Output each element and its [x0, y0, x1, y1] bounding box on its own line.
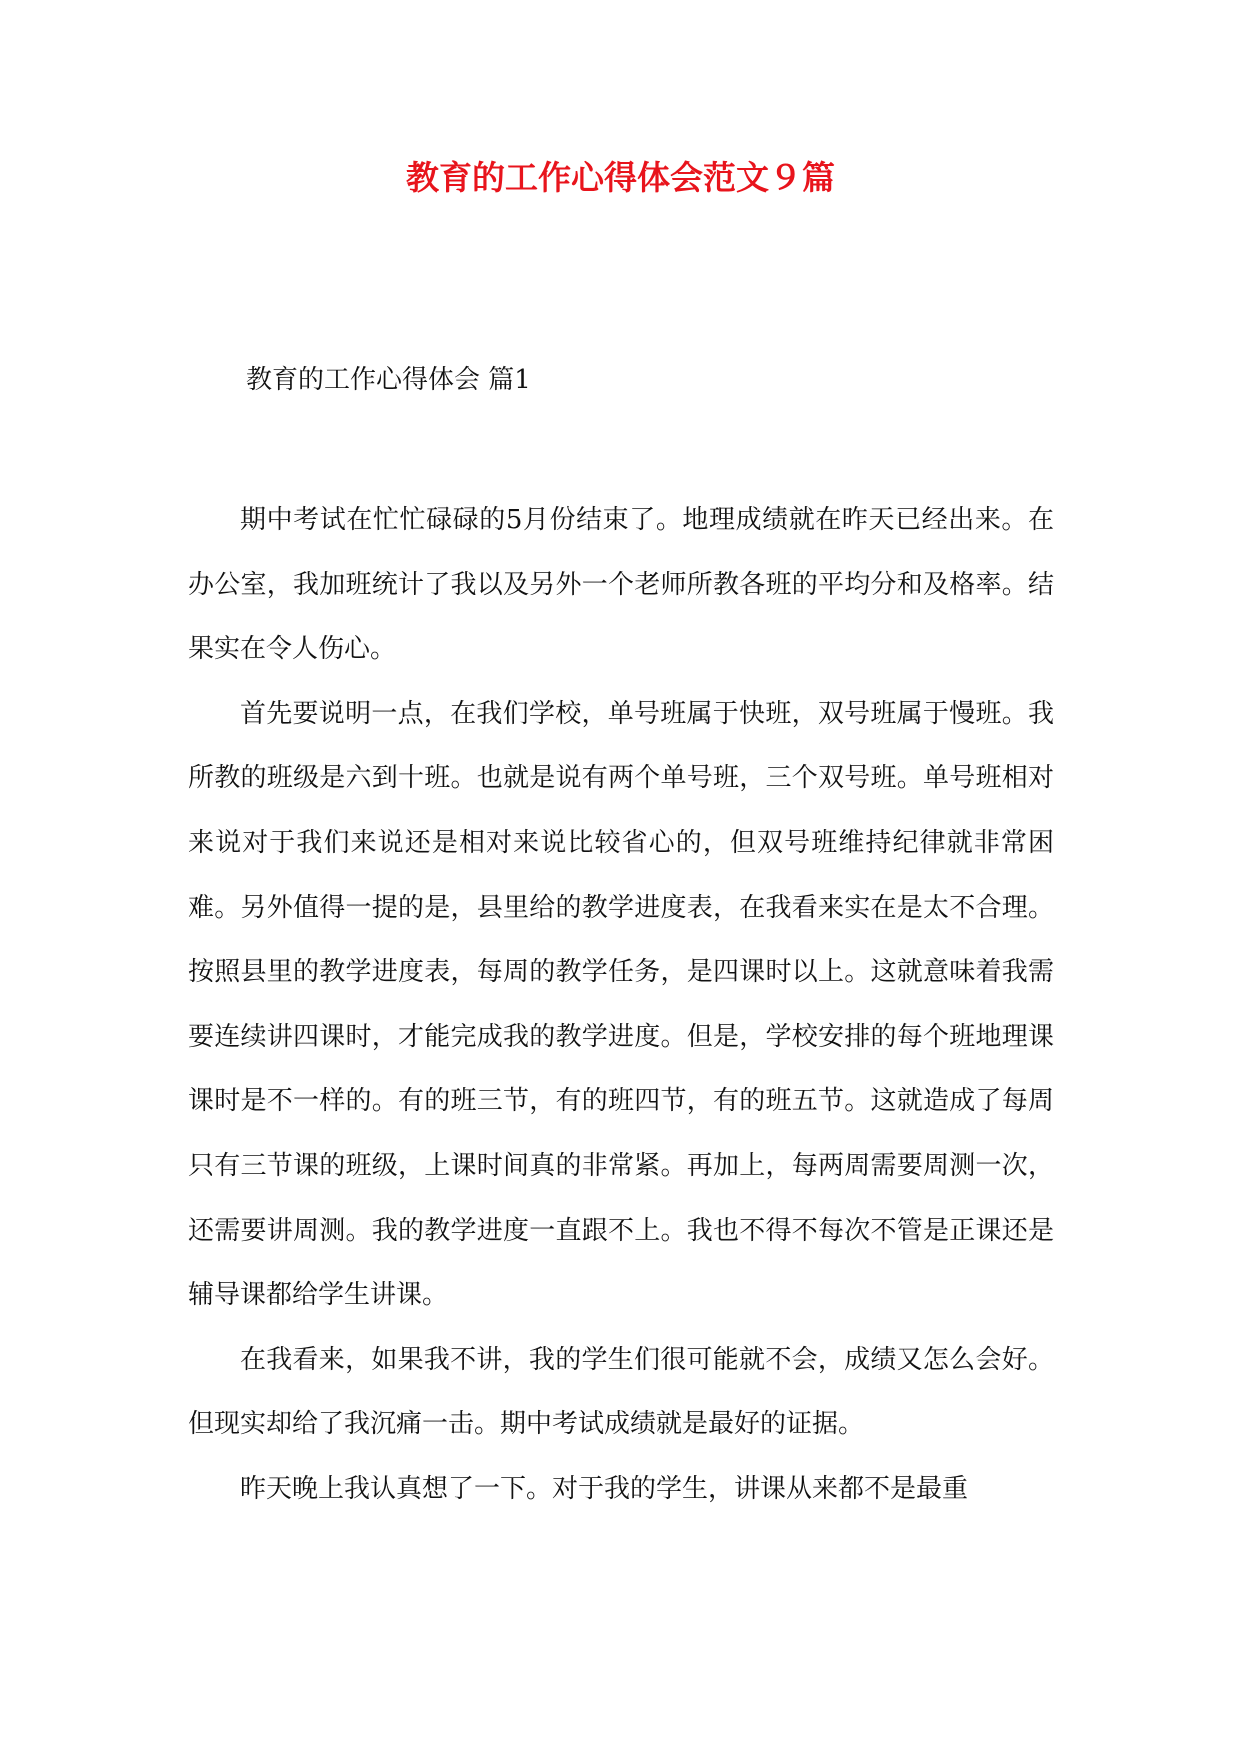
- section-heading: 教育的工作心得体会 篇1: [246, 365, 531, 395]
- document-title: 教育的工作心得体会范文９篇: [406, 158, 835, 197]
- body-text: [188, 488, 1054, 1522]
- paragraph: 在我看来，如果我不讲，我的学生们很可能就不会，成绩又怎么会好。但现实却给了我沉痛一击。期中考试成绩就是最好的证据。: [188, 1344, 1054, 1440]
- paragraph: 首先要说明一点，在我们学校，单号班属于快班，双号班属于慢班。我所教的班级是六到十班。也就是说有两个单号班，三个双号班。单号班相对来说对于我们来说还是相对来说比较省心的，但双号班维持纪律就非常困难。另外值得一提的是，县里给的教学进度表，在我看来实在是太不合理。按照县里的教学进度表，每周的教学任务，是四课时以上。这就意味着我需要连续讲四课时，才能完成我的教学进度。但是，学校安排的每个班地理课课时是不一样的。有的班三节，有的班四节，有的班五节。这就造成了每周只有三节课的班级，上课时间真的非常紧。再加上，每两周需要周测一次，还需要讲周测。我的教学进度一直跟不上。我也不得不每次不管是正课还是辅导课都给学生讲课。: [188, 698, 1054, 1311]
- paragraph: 期中考试在忙忙碌碌的5月份结束了。地理成绩就在昨天已经出来。在办公室，我加班统计了我以及另外一个老师所教各班的平均分和及格率。结果实在令人伤心。: [188, 505, 1054, 665]
- paragraph: 昨天晚上我认真想了一下。对于我的学生，讲课从来都不是最重: [240, 1473, 969, 1504]
